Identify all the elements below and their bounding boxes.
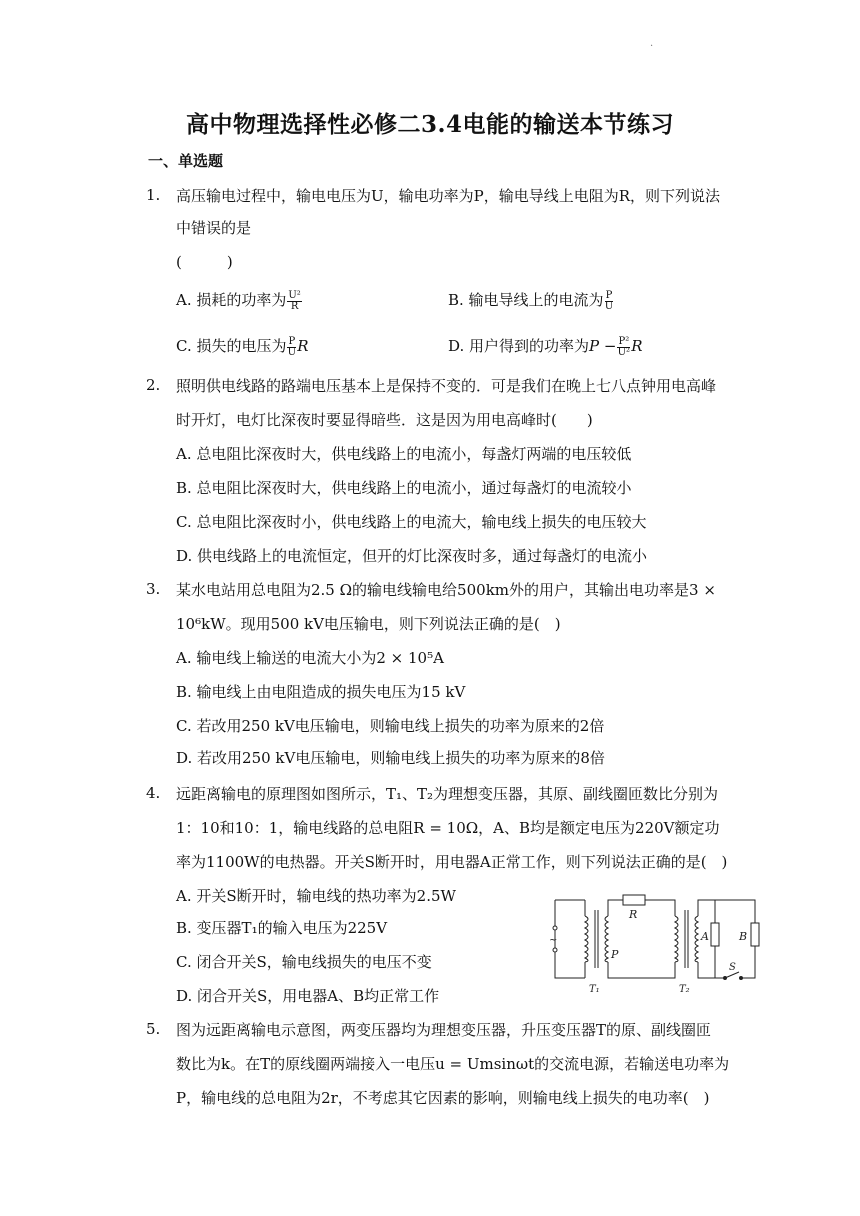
fraction: $\frac{P}{U}$ [604, 289, 614, 312]
question-text: 某水电站用总电阻为2.5 Ω的输电线输电给500km外的用户，其输出电功率是3 × [176, 581, 716, 599]
question-number: 2. [146, 376, 161, 394]
option-a[interactable]: A. 开关S断开时，输电线的热功率为2.5W [176, 887, 456, 905]
fraction: $\frac{\text{U²}}{R}$ [288, 289, 301, 312]
option-c[interactable]: C. 总电阻比深夜时小，供电线路上的电流大，输电线上损失的电压较大 [176, 513, 647, 531]
option-a[interactable]: A. 总电阻比深夜时大，供电线路上的电流小，每盏灯两端的电压较低 [176, 445, 632, 463]
question-text: 中错误的是 [176, 219, 252, 237]
question-number: 1. [146, 186, 161, 204]
answer-blank: ( ) [176, 253, 233, 271]
corner-mark: . [650, 38, 654, 49]
section-heading: 一、单选题 [148, 152, 224, 170]
question-text: 10⁶kW。现用500 kV电压输电，则下列说法正确的是( ) [176, 615, 561, 633]
option-d[interactable]: D. 用户得到的功率为P − $\frac{\text{P²}}{\text{U²}}$ R [448, 335, 643, 358]
option-b[interactable]: B. 变压器T₁的输入电压为225V [176, 919, 388, 937]
question-text: 照明供电线路的路端电压基本上是保持不变的．可是我们在晚上七八点钟用电高峰 [176, 377, 717, 395]
page-title: 高中物理选择性必修二3.4电能的输送本节练习 [185, 111, 674, 138]
option-d[interactable]: D. 供电线路上的电流恒定，但开的灯比深夜时多，通过每盏灯的电流小 [176, 547, 648, 565]
option-d[interactable]: D. 若改用250 kV电压输电，则输电线上损失的功率为原来的8倍 [176, 749, 605, 767]
option-b[interactable]: B. 总电阻比深夜时大，供电线路上的电流小，通过每盏灯的电流较小 [176, 479, 632, 497]
switch-label: S [729, 962, 736, 973]
option-c[interactable]: C. 若改用250 kV电压输电，则输电线上损失的功率为原来的2倍 [176, 717, 605, 735]
fraction: $\frac{\text{P²}}{\text{U²}}$ [617, 335, 631, 358]
t2-label: T₂ [679, 984, 690, 995]
resistor-label: R [629, 908, 638, 921]
ac-source-label: ~ [549, 935, 558, 946]
question-text: 远距离输电的原理图如图所示，T₁、T₂为理想变压器，其原、副线圈匝数比分别为 [176, 785, 719, 803]
question-text: 时开灯，电灯比深夜时要显得暗些．这是因为用电高峰时( ) [176, 411, 593, 429]
load-b-label: B [739, 930, 748, 943]
option-a[interactable]: A. 输电线上输送的电流大小为2 × 10⁵A [176, 649, 444, 667]
option-c[interactable]: C. 闭合开关S，输电线损失的电压不变 [176, 953, 432, 971]
load-a-label: A [701, 930, 709, 943]
option-b[interactable]: B. 输电线上由电阻造成的损失电压为15 kV [176, 683, 466, 701]
option-c[interactable]: C. 损失的电压为 $\frac{P}{U}$ R [176, 335, 309, 358]
question-text: 图为远距离输电示意图，两变压器均为理想变压器，升压变压器T的原、副线圈匝 [176, 1021, 712, 1039]
question-text: P，输电线的总电阻为2r，不考虑其它因素的影响，则输电线上损失的电功率( ) [176, 1089, 710, 1107]
question-text: 1：10和10：1，输电线路的总电阻R = 10Ω，A、B均是额定电压为220V额定功 [176, 819, 720, 837]
question-number: 4. [146, 784, 161, 802]
question-number: 5. [146, 1020, 161, 1038]
transmission-circuit-diagram [545, 888, 765, 998]
question-text: 率为1100W的电热器。开关S断开时，用电器A正常工作，则下列说法正确的是( ) [176, 853, 728, 871]
question-text: 高压输电过程中，输电电压为U，输电功率为P，输电导线上电阻为R，则下列说法 [176, 187, 721, 205]
option-d[interactable]: D. 闭合开关S，用电器A、B均正常工作 [176, 987, 440, 1005]
option-b[interactable]: B. 输电导线上的电流为 $\frac{P}{U}$ [448, 289, 614, 312]
p-label: P [611, 948, 619, 961]
question-number: 3. [146, 580, 161, 598]
fraction: $\frac{P}{U}$ [287, 335, 297, 358]
option-a[interactable]: A. 损耗的功率为 $\frac{\text{U²}}{R}$ [176, 289, 301, 312]
question-text: 数比为k。在T的原线圈两端接入一电压u = Umsinωt的交流电源，若输送电功率为 [176, 1055, 730, 1073]
t1-label: T₁ [589, 984, 600, 995]
